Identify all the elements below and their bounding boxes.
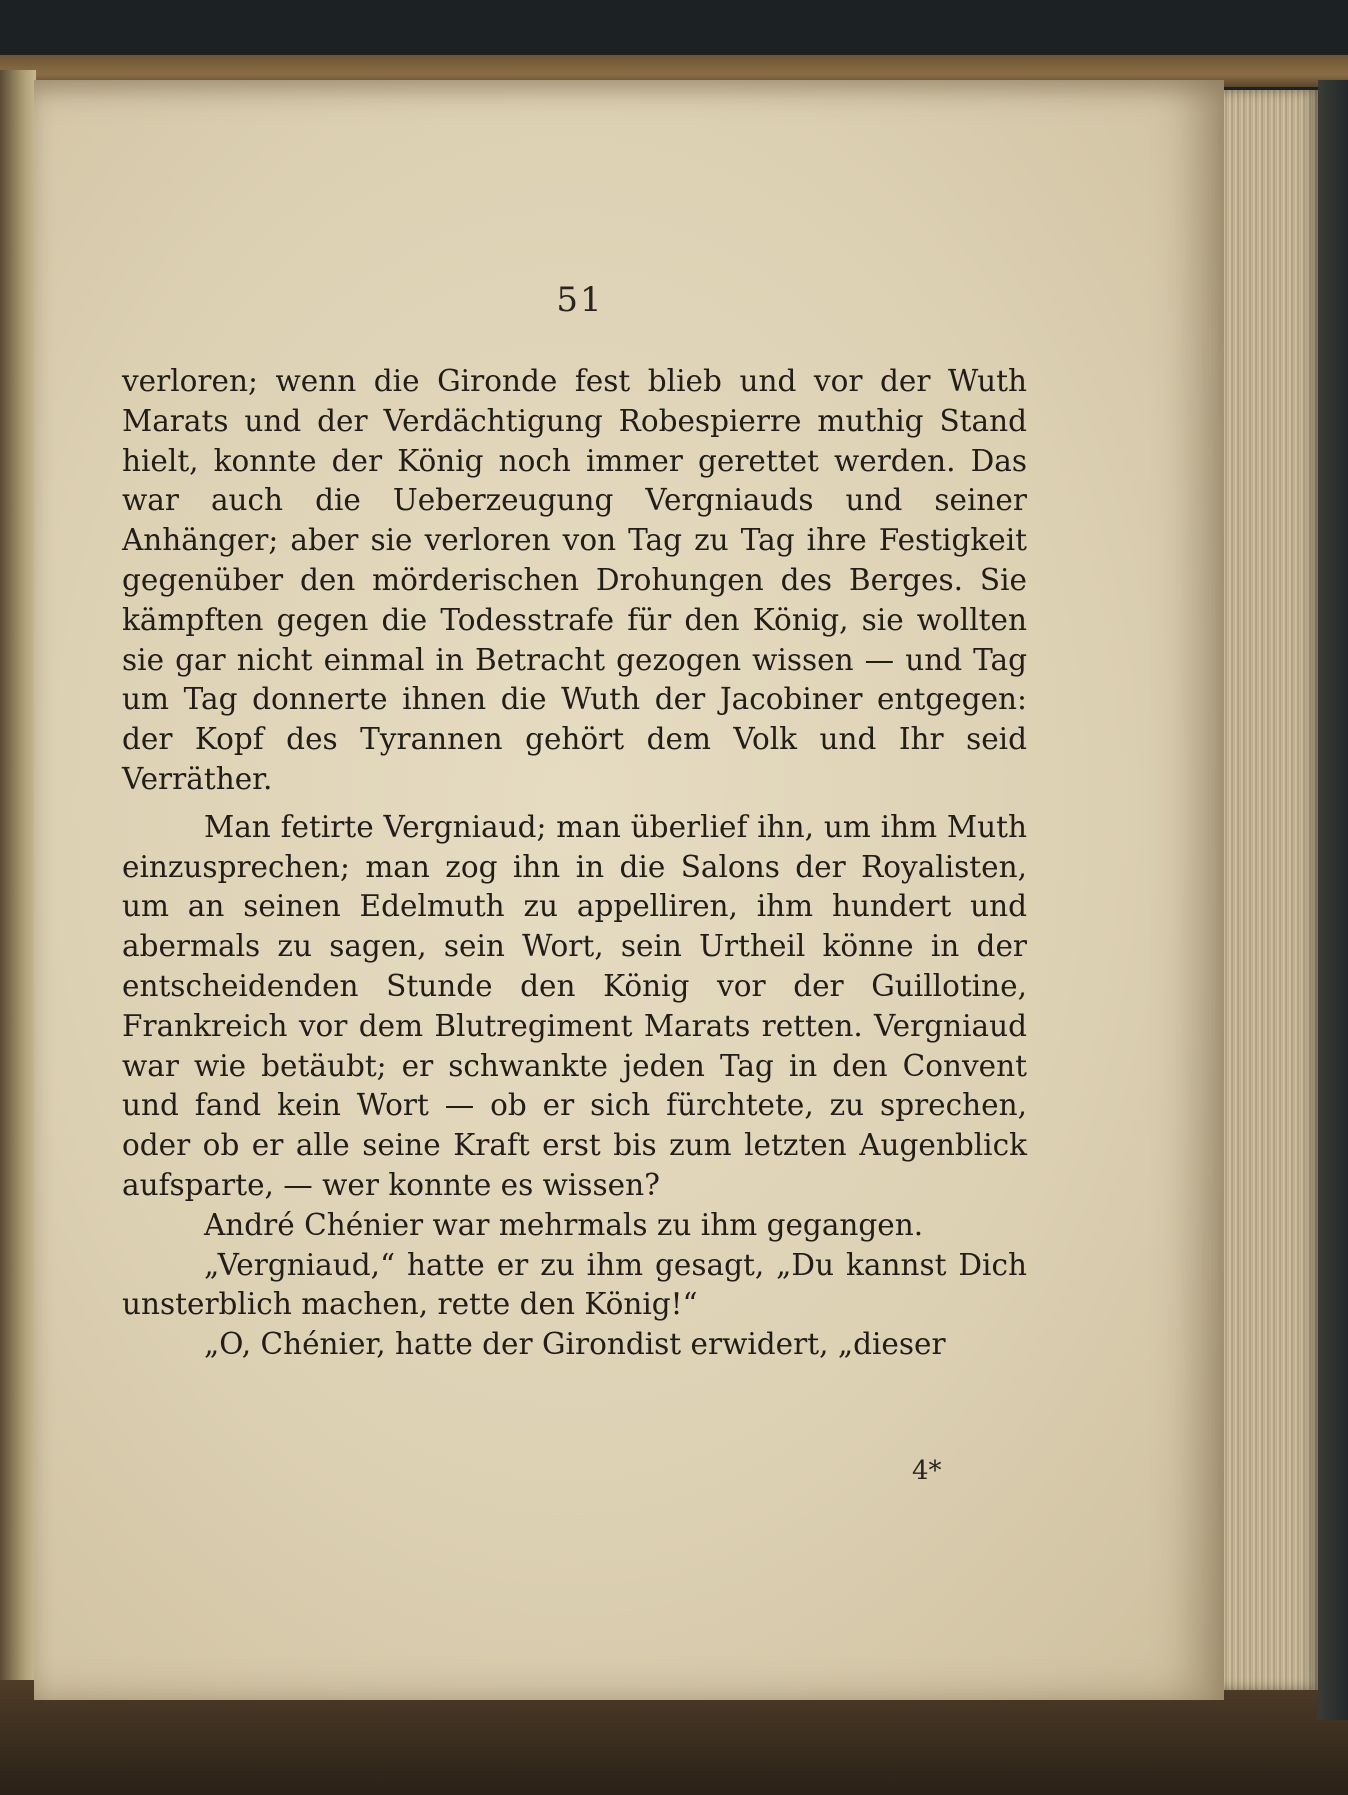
- paragraph-2: Man fetirte Vergniaud; man überlief ihn, um ihm Muth einzusprechen; man zog ihn in die Salons der Royalisten, um an seinen Edelmuth zu appelliren, ihm hundert und abermals zu sagen, sein Wort, sein Urtheil könne in der entscheidenden Stunde den König vor der Guillotine, Frankreich vor dem Blutregiment Marats retten. Vergniaud war wie betäubt; er schwankte jeden Tag in den Convent und fand kein Wort — ob er sich fürchtete, zu sprechen, oder ob er alle seine Kraft erst bis zum letzten Augenblick aufsparte, — wer konnte es wissen?: [122, 809, 1027, 1202]
- book-left-edge: [0, 70, 36, 1720]
- paragraph-4: „Vergniaud,“ hatte er zu ihm gesagt, „Du kannst Dich unsterblich machen, rette den König!“: [122, 1247, 1027, 1322]
- paragraph-1: verloren; wenn die Gironde fest blieb und vor der Wuth Marats und der Verdächtigung Robespierre muthig Stand hielt, konnte der König noch immer gerettet werden. Das war auch die Ueberzeugung Vergniauds und seiner Anhänger; aber sie verloren von Tag zu Tag ihre Festigkeit gegenüber den mörderischen Drohungen des Berges. Sie kämpften gegen die Todesstrafe für den König, sie wollten sie gar nicht einmal in Betracht gezogen wissen — und Tag um Tag donnerte ihnen die Wuth der Jacobiner entgegen: der Kopf des Tyrannen gehört dem Volk und Ihr seid Verräther.: [122, 364, 1027, 796]
- printer-signature-mark: 4*: [912, 1456, 942, 1486]
- book-cover-right-edge: [1318, 80, 1348, 1720]
- paragraph-5: „O, Chénier, hatte der Girondist erwidert, „dieser: [204, 1327, 946, 1362]
- body-text: [122, 362, 1027, 1365]
- paragraph-3: André Chénier war mehrmals zu ihm gegangen.: [204, 1207, 924, 1242]
- page-number: 51: [556, 280, 604, 320]
- page-stack-edge: [1210, 90, 1320, 1690]
